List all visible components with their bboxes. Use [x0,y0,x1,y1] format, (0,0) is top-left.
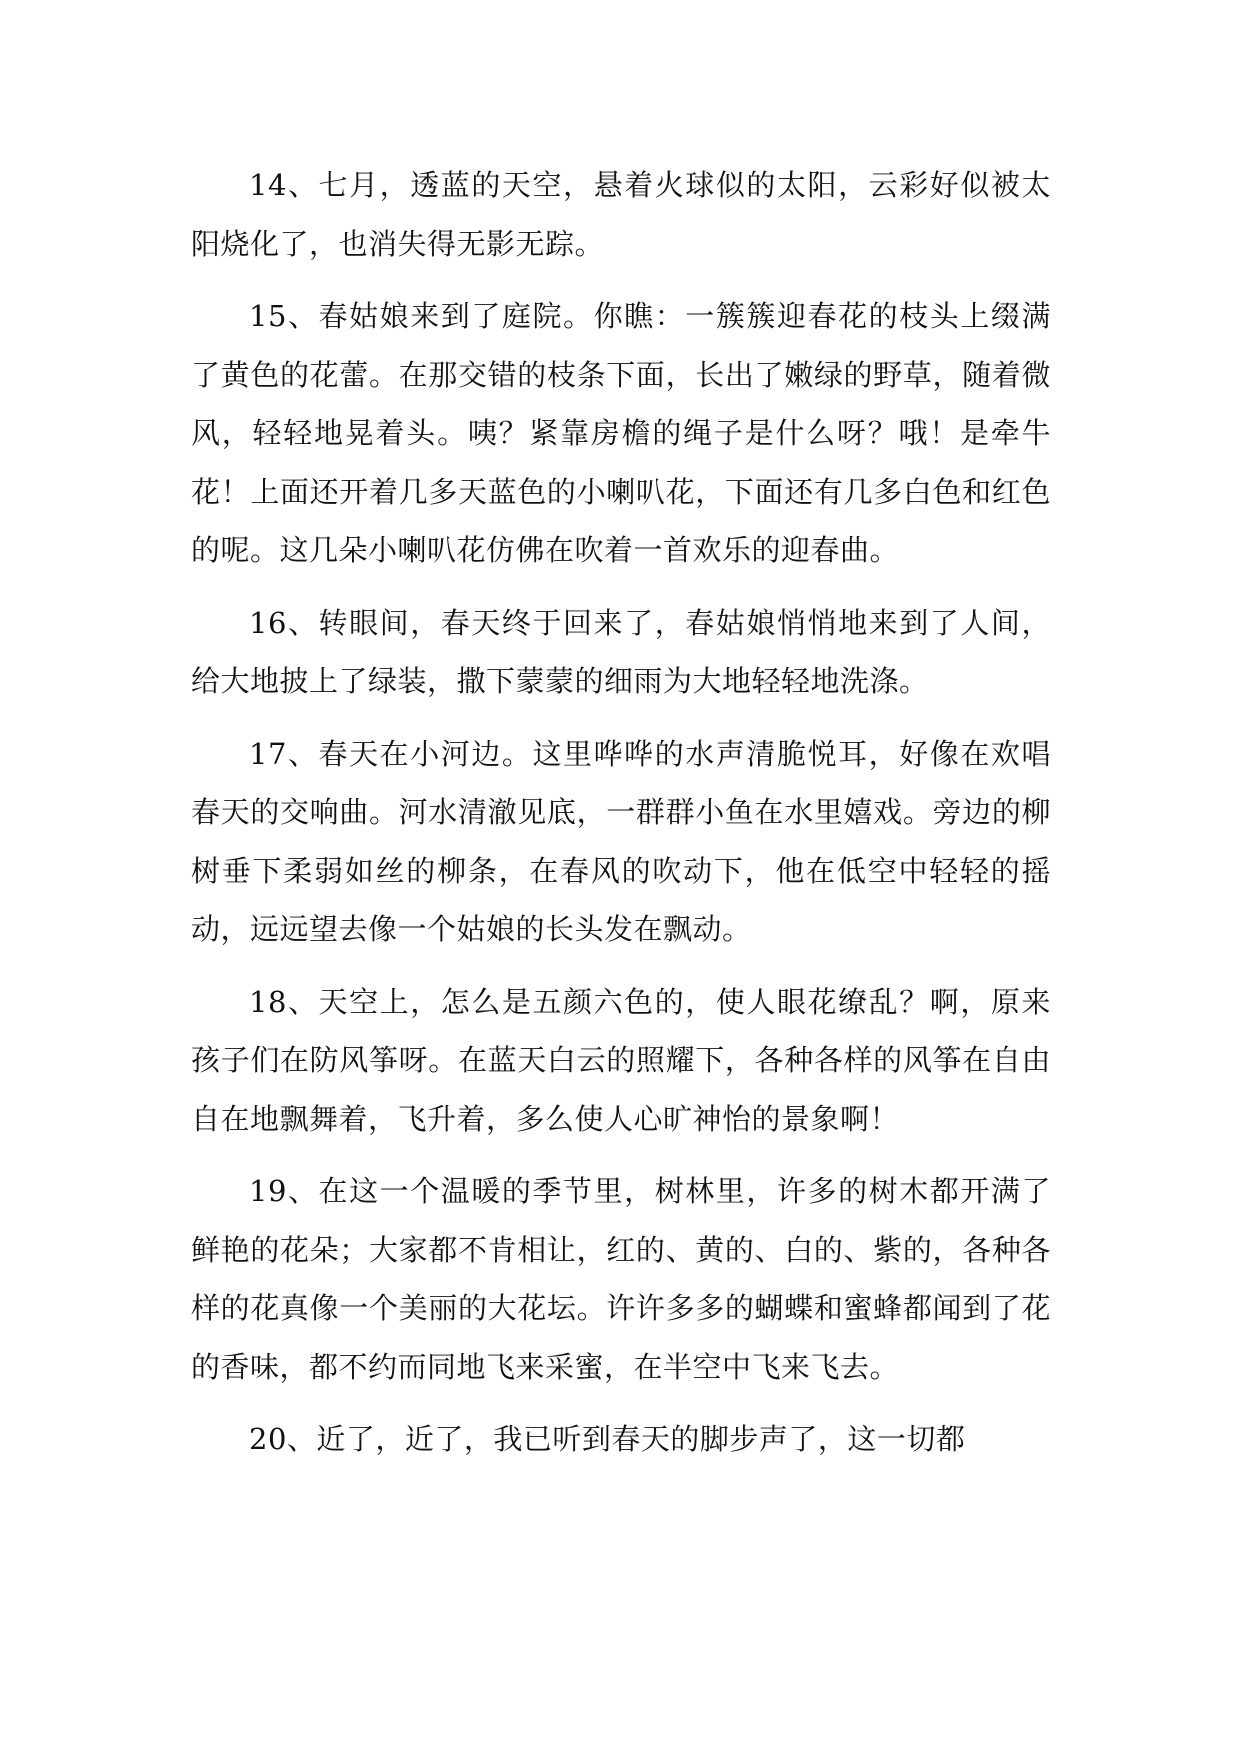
paragraph-14: 14、七月，透蓝的天空，悬着火球似的太阳，云彩好似被太阳烧化了，也消失得无影无踪。 [191,168,1051,261]
document-body [191,156,1051,1483]
paragraph-20: 20、近了，近了，我已听到春天的脚步声了，这一切都 [249,1422,966,1456]
paragraph-17: 17、春天在小河边。这里哗哗的水声清脆悦耳，好像在欢唱春天的交响曲。河水清澈见底，一群群小鱼在水里嬉戏。旁边的柳树垂下柔弱如丝的柳条，在春风的吹动下，他在低空中轻轻的摇动，远远望去像一个姑娘的长头发在飘动。 [191,736,1051,946]
paragraph-19: 19、在这一个温暖的季节里，树林里，许多的树木都开满了鲜艳的花朵；大家都不肯相让，红的、黄的、白的、紫的，各种各样的花真像一个美丽的大花坛。许许多多的蝴蝶和蜜蜂都闻到了花的香味，都不约而同地飞来采蜜，在半空中飞来飞去。 [191,1174,1051,1384]
paragraph-15: 15、春姑娘来到了庭院。你瞧：一簇簇迎春花的枝头上缀满了黄色的花蕾。在那交错的枝条下面，长出了嫩绿的野草，随着微风，轻轻地晃着头。咦？紧靠房檐的绳子是什么呀？哦！是牵牛花！上面还开着几多天蓝色的小喇叭花，下面还有几多白色和红色的呢。这几朵小喇叭花仿佛在吹着一首欢乐的迎春曲。 [191,299,1051,567]
paragraph-16: 16、转眼间，春天终于回来了，春姑娘悄悄地来到了人间，给大地披上了绿装，撒下蒙蒙的细雨为大地轻轻地洗涤。 [191,605,1051,698]
paragraph-18: 18、天空上，怎么是五颜六色的，使人眼花缭乱？啊，原来孩子们在防风筝呀。在蓝天白云的照耀下，各种各样的风筝在自由自在地飘舞着，飞升着，多么使人心旷神怡的景象啊！ [191,984,1051,1136]
